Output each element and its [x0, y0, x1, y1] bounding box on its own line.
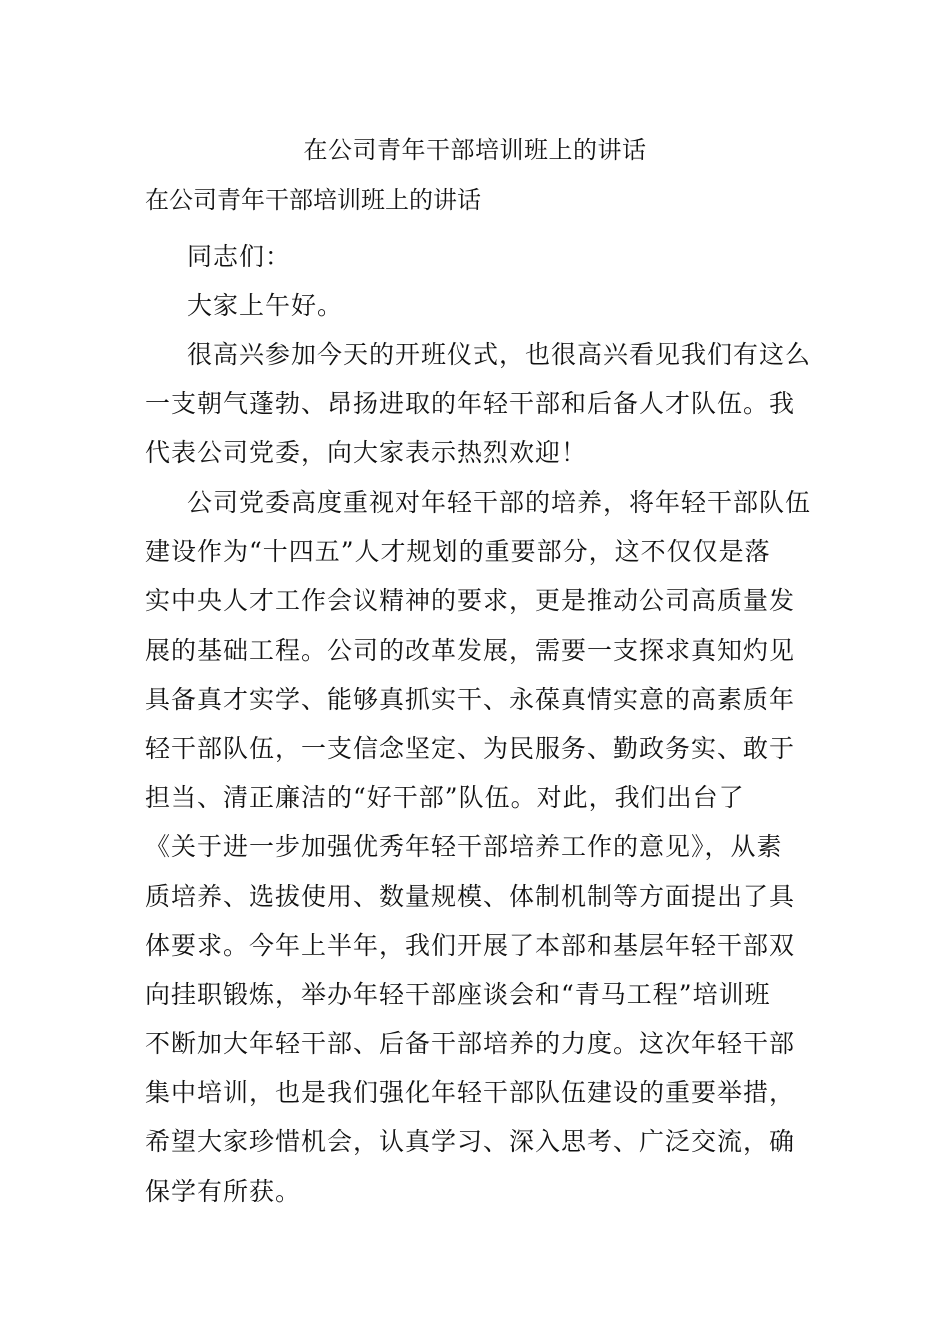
- paragraph-line: 很高兴参加今天的开班仪式，也很高兴看见我们有这么: [187, 340, 812, 369]
- paragraph-line: 一支朝气蓬勃、昂扬进取的年轻干部和后备人才队伍。我: [145, 389, 796, 419]
- paragraph-line: 公司党委高度重视对年轻干部的培养，将年轻干部队伍: [187, 488, 812, 517]
- document-title: 在公司青年干部培训班上的讲话: [303, 136, 647, 164]
- paragraph-line: 希望大家珍惜机会，认真学习、深入思考、广泛交流，确: [145, 1127, 796, 1157]
- paragraph-line: 向挂职锻炼，举办年轻干部座谈会和“青马工程”培训班: [145, 979, 771, 1009]
- paragraph-line: 体要求。今年上半年，我们开展了本部和基层年轻干部双: [145, 930, 796, 960]
- document-subtitle: 在公司青年干部培训班上的讲话: [145, 186, 481, 214]
- paragraph-line: 担当、清正廉洁的“好干部”队伍。对此，我们出台了: [145, 783, 745, 813]
- paragraph-line: 集中培训，也是我们强化年轻干部队伍建设的重要举措，: [145, 1078, 796, 1108]
- greeting-paragraph: [145, 281, 343, 330]
- paragraph-line: 保学有所获。: [145, 1176, 302, 1206]
- welcome-paragraph: [145, 330, 811, 478]
- paragraph-line: 具备真才实学、能够真抓实干、永葆真情实意的高素质年: [145, 684, 796, 714]
- paragraph-line: 轻干部队伍，一支信念坚定、为民服务、勤政务实、敢于: [145, 733, 796, 763]
- body-paragraph: [145, 478, 811, 1216]
- salutation-paragraph: [145, 232, 291, 281]
- paragraph-line: 《关于进一步加强优秀年轻干部培养工作的意见》，从素: [145, 832, 783, 862]
- paragraph-line: 实中央人才工作会议精神的要求，更是推动公司高质量发: [145, 586, 796, 616]
- paragraph-line: 不断加大年轻干部、后备干部培养的力度。这次年轻干部: [145, 1029, 796, 1059]
- paragraph-line: 质培养、选拔使用、数量规模、体制机制等方面提出了具: [145, 881, 796, 911]
- greeting: 大家上午好。: [187, 291, 344, 320]
- paragraph-line: 展的基础工程。公司的改革发展，需要一支探求真知灼见: [145, 635, 796, 665]
- salutation: 同志们：: [187, 242, 292, 271]
- paragraph-line: 代表公司党委，向大家表示热烈欢迎！: [145, 438, 588, 468]
- paragraph-line: 建设作为“十四五”人才规划的重要部分，这不仅仅是落: [145, 537, 771, 567]
